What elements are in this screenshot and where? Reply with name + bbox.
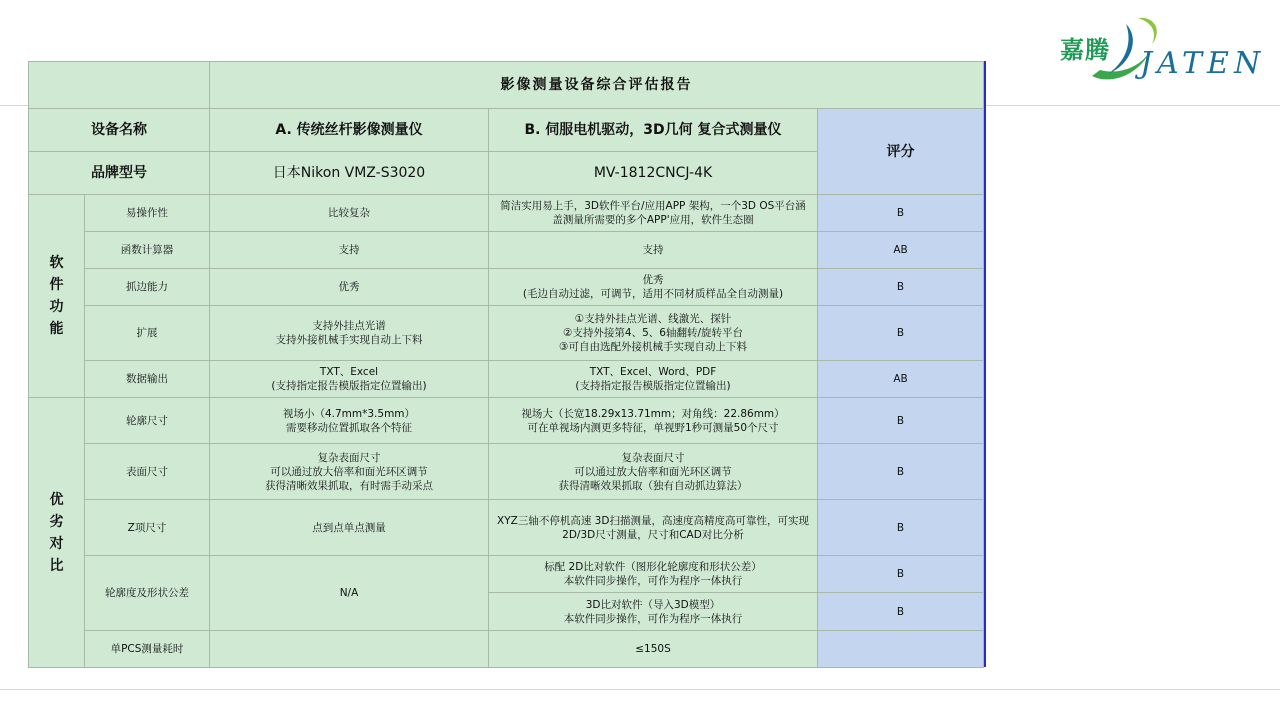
edge-a: 优秀: [210, 269, 489, 306]
expand-score: B: [818, 306, 984, 361]
edge-b: 优秀 (毛边自动过滤，可调节，适用不同材质样品全自动测量): [489, 269, 818, 306]
feature-time: 单PCS测量耗时: [85, 631, 210, 668]
device-a-name: A. 传统丝杆影像测量仪: [210, 109, 489, 152]
time-score: [818, 631, 984, 668]
profile-score-1: B: [818, 556, 984, 593]
output-a: TXT、Excel (支持指定报告模版指定位置输出): [210, 361, 489, 398]
contour-score: B: [818, 398, 984, 444]
feature-surface: 表面尺寸: [85, 444, 210, 500]
feature-profile: 轮廓度及形状公差: [85, 556, 210, 631]
device-b-name: B. 伺服电机驱动，3D几何 复合式测量仪: [489, 109, 818, 152]
z-score: B: [818, 500, 984, 556]
brand-name-cn: 嘉腾: [1060, 36, 1110, 64]
profile-b1: 标配 2D比对软件（图形化轮廓度和形状公差） 本软件同步操作，可作为程序一体执行: [489, 556, 818, 593]
expand-a: 支持外挂点光谱 支持外接机械手实现自动上下料: [210, 306, 489, 361]
feature-expand: 扩展: [85, 306, 210, 361]
evaluation-table: [28, 61, 986, 667]
calc-score: AB: [818, 232, 984, 269]
contour-a: 视场小（4.7mm*3.5mm） 需要移动位置抓取各个特征: [210, 398, 489, 444]
feature-calc: 函数计算器: [85, 232, 210, 269]
feature-ease: 易操作性: [85, 195, 210, 232]
calc-a: 支持: [210, 232, 489, 269]
profile-b2: 3D比对软件（导入3D模型） 本软件同步操作，可作为程序一体执行: [489, 593, 818, 631]
ease-score: B: [818, 195, 984, 232]
report-title: 影像测量设备综合评估报告: [210, 62, 984, 109]
device-label: 设备名称: [29, 109, 210, 152]
ease-b: 简洁实用易上手，3D软件平台/应用APP 架构，一个3D OS平台涵 盖测量所需要的多个APP'应用，软件生态圈: [489, 195, 818, 232]
surface-score: B: [818, 444, 984, 500]
z-b: XYZ三轴不停机高速 3D扫描测量，高速度高精度高可靠性，可实现 2D/3D尺寸测量，尺寸和CAD对比分析: [489, 500, 818, 556]
feature-edge: 抓边能力: [85, 269, 210, 306]
score-header: 评分: [818, 109, 984, 195]
brand-name-en: JATEN: [1140, 46, 1266, 81]
contour-b: 视场大（长宽18.29x13.71mm；对角线：22.86mm） 可在单视场内测更多特征，单视野1秒可测量50个尺寸: [489, 398, 818, 444]
feature-output: 数据输出: [85, 361, 210, 398]
model-a: 日本Nikon VMZ-S3020: [210, 152, 489, 195]
output-b: TXT、Excel、Word、PDF (支持指定报告模版指定位置输出): [489, 361, 818, 398]
model-b: MV-1812CNCJ-4K: [489, 152, 818, 195]
bottom-divider: [0, 689, 1280, 690]
z-a: 点到点单点测量: [210, 500, 489, 556]
corner-cell: [29, 62, 210, 109]
profile-a: N/A: [210, 556, 489, 631]
feature-contour: 轮廓尺寸: [85, 398, 210, 444]
time-a: [210, 631, 489, 668]
edge-score: B: [818, 269, 984, 306]
model-label: 品牌型号: [29, 152, 210, 195]
group-software-label: 软 件 功 能: [29, 195, 85, 398]
brand-logo: [1060, 14, 1266, 90]
expand-b: ①支持外挂点光谱、线激光、探针 ②支持外接第4、5、6轴翻转/旋转平台 ③可自由选配外接机械手实现自动上下料: [489, 306, 818, 361]
feature-z: Z项尺寸: [85, 500, 210, 556]
surface-b: 复杂表面尺寸 可以通过放大倍率和面光环区调节 获得清晰效果抓取（独有自动抓边算法）: [489, 444, 818, 500]
output-score: AB: [818, 361, 984, 398]
calc-b: 支持: [489, 232, 818, 269]
group-compare-label: 优 劣 对 比: [29, 398, 85, 668]
surface-a: 复杂表面尺寸 可以通过放大倍率和面光环区调节 获得清晰效果抓取，有时需手动采点: [210, 444, 489, 500]
ease-a: 比较复杂: [210, 195, 489, 232]
time-b: ≤150S: [489, 631, 818, 668]
profile-score-2: B: [818, 593, 984, 631]
